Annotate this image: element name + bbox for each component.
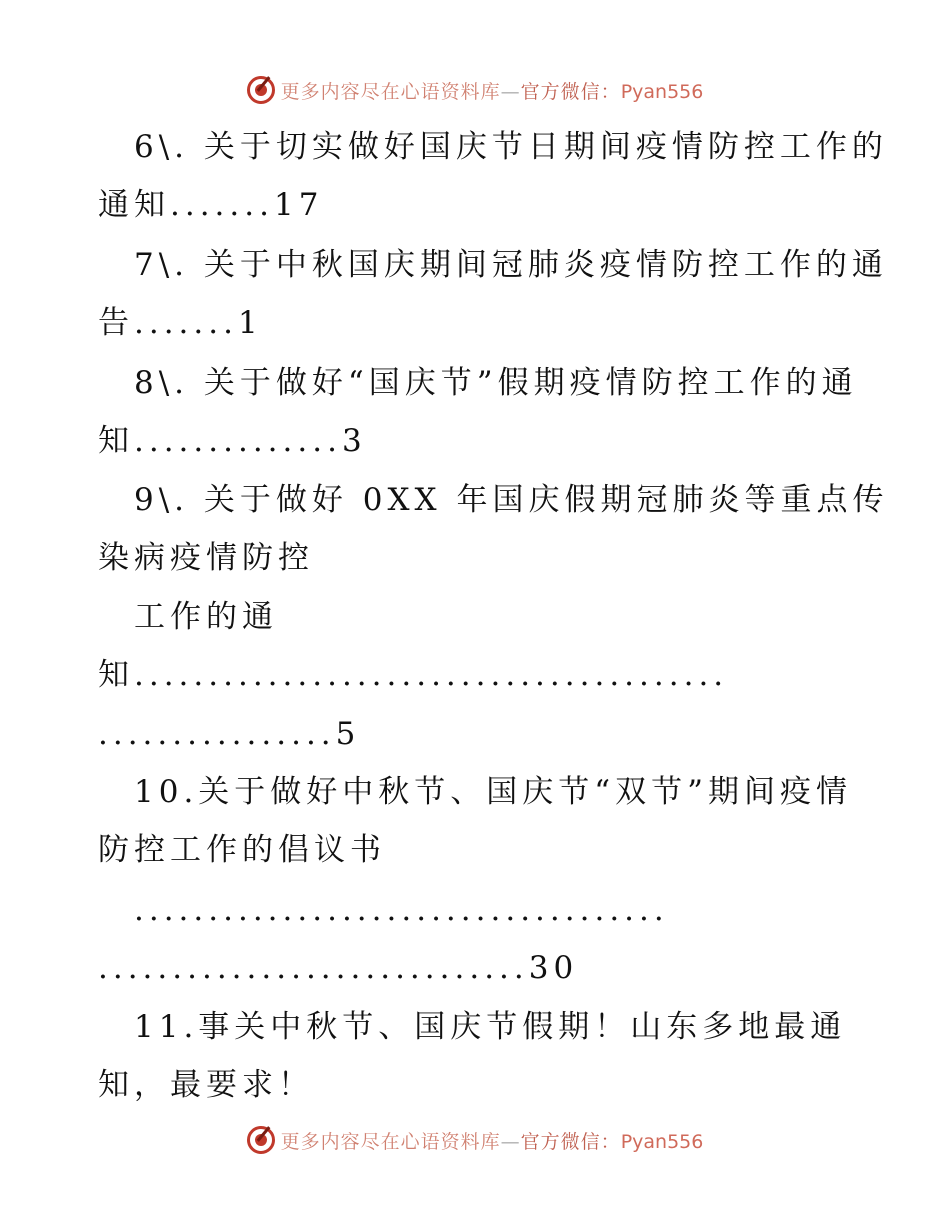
toc-item-11-line2: 知，最要求！	[98, 1067, 314, 1103]
toc-item-9-line4: 知........................................	[98, 657, 729, 693]
toc-item-6-line1: 6\. 关于切实做好国庆节日期间疫情防控工作的	[134, 129, 888, 165]
footer-watermark-text: 更多内容尽在心语资料库—官方微信：Pyan556	[280, 1130, 704, 1153]
toc-item-11-line1: 11.事关中秋节、国庆节假期！山东多地最通	[134, 1009, 847, 1045]
toc-item-10-line1: 10.关于做好中秋节、国庆节“双节”期间疫情	[134, 774, 852, 810]
toc-item-9-line5: ................5	[98, 716, 361, 752]
toc-item-9-line2: 染病疫情防控	[98, 540, 314, 576]
toc-item-8-line1: 8\. 关于做好“国庆节”假期疫情防控工作的通	[134, 365, 858, 401]
brand-logo-icon	[247, 1126, 275, 1154]
toc-item-8-line2: 知..............3	[98, 423, 367, 459]
toc-item-10-line2: 防控工作的倡议书	[98, 832, 386, 868]
toc-item-9-line3: 工作的通	[134, 599, 278, 635]
toc-item-7-line1: 7\. 关于中秋国庆期间冠肺炎疫情防控工作的通	[134, 247, 888, 283]
footer-watermark	[0, 1120, 950, 1160]
header-watermark	[0, 70, 950, 110]
toc-item-6-line2: 通知.......17	[98, 187, 324, 223]
brand-logo-icon	[247, 76, 275, 104]
header-watermark-text: 更多内容尽在心语资料库—官方微信：Pyan556	[280, 80, 704, 103]
toc-item-7-line2: 告.......1	[98, 305, 263, 341]
toc-item-9-line1: 9\. 关于做好 0XX 年国庆假期冠肺炎等重点传	[134, 482, 889, 518]
toc-item-10-line3: ....................................	[134, 892, 669, 928]
toc-item-10-line4: .............................30	[98, 950, 579, 986]
